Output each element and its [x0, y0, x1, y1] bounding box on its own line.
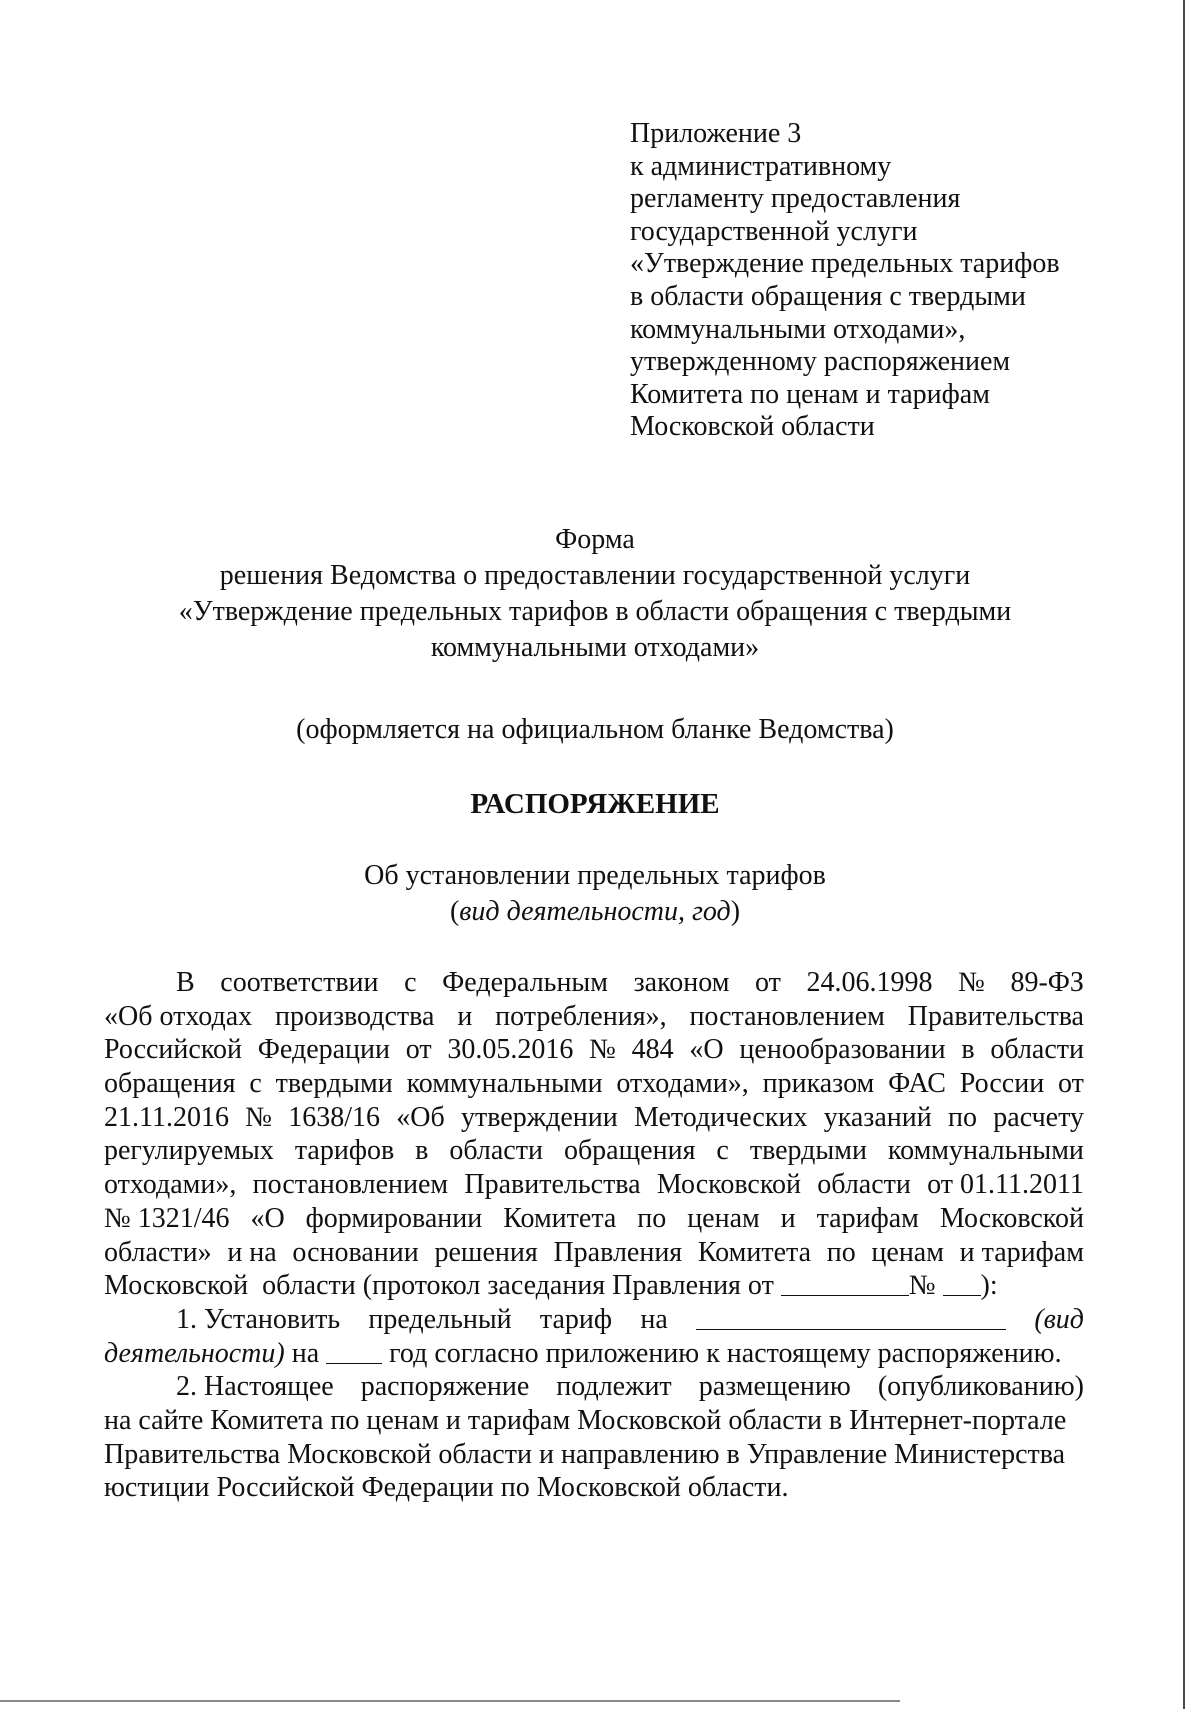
word: с	[716, 1135, 729, 1167]
word: Московской	[656, 1169, 801, 1201]
word: производства	[275, 1000, 435, 1032]
word: законом	[633, 967, 730, 998]
word: на	[284, 1337, 327, 1369]
activity-hint-cont: деятельности)	[104, 1337, 285, 1369]
paren-close: )	[730, 896, 741, 927]
word: Московской	[939, 1202, 1084, 1234]
word: приказом	[762, 1068, 875, 1100]
word: Российской	[104, 1034, 242, 1066]
word: тарифов	[294, 1135, 395, 1167]
word: тариф	[539, 1303, 613, 1335]
word: 1638/16	[288, 1101, 380, 1133]
annex-line: в области обращения с твердыми	[630, 280, 1026, 312]
subject-hint	[100, 894, 1090, 930]
item-1-line	[104, 1303, 1084, 1337]
preamble-line	[104, 1101, 1084, 1135]
word: утверждении	[461, 1101, 618, 1133]
preamble-line	[104, 1067, 1084, 1101]
form-title-line: решения Ведомства о предоставлении государственной услуги	[219, 560, 971, 591]
word: по	[826, 1236, 856, 1268]
word: размещению	[698, 1371, 851, 1403]
word: основании	[292, 1236, 419, 1268]
word: России	[959, 1068, 1045, 1100]
document-body	[104, 966, 1084, 1505]
word: постановлением	[252, 1169, 449, 1201]
word: распоряжение	[360, 1371, 530, 1403]
word: обращения	[104, 1068, 236, 1100]
annex-header	[630, 118, 1150, 444]
preamble-line	[104, 1168, 1084, 1202]
word: Методических	[633, 1101, 808, 1133]
word: указаний	[823, 1101, 932, 1133]
annex-line: Московской области	[630, 411, 875, 443]
word: №	[589, 1034, 616, 1066]
item-2-line	[104, 1404, 1084, 1438]
word: ФАС	[888, 1068, 946, 1100]
annex-line: Комитета по ценам и тарифам	[630, 378, 990, 410]
scan-edge-line	[1183, 0, 1185, 1709]
item-1-line	[104, 1337, 1084, 1371]
word: 484	[631, 1034, 674, 1066]
word: постановлением	[689, 1000, 885, 1032]
word: Комитета	[697, 1236, 812, 1268]
word: с	[249, 1068, 262, 1100]
preamble-line-protocol	[104, 1269, 1084, 1303]
word: коммунальными	[887, 1135, 1084, 1167]
word: расчету	[993, 1101, 1084, 1133]
word: области	[817, 1169, 911, 1201]
activity-hint: (вид	[1034, 1303, 1084, 1335]
preamble-line	[104, 966, 1084, 1000]
word: (опубликованию)	[877, 1371, 1084, 1403]
word: на	[640, 1303, 668, 1335]
word: от 01.11.2011	[927, 1169, 1084, 1201]
preamble-line	[104, 1202, 1084, 1236]
scan-bottom-line	[0, 1700, 900, 1702]
word: формировании	[305, 1202, 483, 1234]
word: отходами»,	[616, 1068, 749, 1100]
word: В	[176, 967, 195, 998]
word: Федерации	[257, 1034, 390, 1066]
word: твердыми	[275, 1068, 393, 1100]
word: от	[405, 1034, 432, 1066]
annex-line: коммунальными отходами»,	[630, 313, 966, 345]
word: 1. Установить	[176, 1303, 341, 1335]
word: твердыми	[749, 1135, 867, 1167]
document-type-heading: РАСПОРЯЖЕНИЕ	[470, 788, 720, 820]
preamble-line	[104, 1236, 1084, 1270]
item-2-text: Правительства Московской области и направлению в Управление Министерства	[104, 1438, 1066, 1470]
word: регулируемых	[104, 1135, 274, 1167]
word: области	[449, 1135, 543, 1167]
annex-line: «Утверждение предельных тарифов	[630, 248, 1060, 280]
subject-hint-text: вид деятельности, год	[459, 896, 731, 927]
paren-open: (	[449, 896, 460, 927]
word: «О	[250, 1202, 285, 1234]
protocol-text: Московской области (протокол заседания Правления от	[104, 1270, 781, 1302]
word: «О	[689, 1034, 724, 1066]
word: от	[755, 967, 781, 998]
word: отходами»,	[104, 1169, 237, 1201]
preamble-line	[104, 1134, 1084, 1168]
word: ценам	[871, 1236, 944, 1268]
word: области»	[104, 1236, 212, 1268]
word: ценам	[687, 1202, 760, 1234]
word: 89-ФЗ	[1010, 967, 1084, 998]
item-2-text: на сайте Комитета по ценам и тарифам Московской области в Интернет-портале	[104, 1404, 1067, 1436]
document-subject	[100, 858, 1090, 930]
protocol-date-blank[interactable]	[781, 1269, 909, 1296]
word: и	[457, 1000, 473, 1032]
word: 24.06.1998	[806, 967, 933, 998]
item-2-text: юстиции Российской Федерации по Московской области.	[104, 1472, 789, 1504]
word: коммунальными	[406, 1068, 603, 1100]
item-2-line	[104, 1438, 1084, 1472]
word: Федеральным	[442, 967, 608, 998]
protocol-number-sign: №	[908, 1270, 943, 1302]
word: Комитета	[503, 1202, 617, 1234]
word: Правительства	[907, 1000, 1084, 1032]
form-title	[100, 522, 1090, 666]
annex-line: утвержденному распоряжением	[630, 346, 1011, 378]
word: №	[958, 967, 985, 998]
annex-line: Приложение 3	[630, 118, 802, 149]
word: ценообразовании	[739, 1034, 946, 1066]
word: и тарифам	[959, 1236, 1084, 1268]
word: в	[415, 1135, 429, 1167]
subject-title: Об установлении предельных тарифов	[364, 860, 826, 891]
annex-line: государственной услуги	[630, 215, 918, 247]
year-blank[interactable]	[326, 1337, 382, 1364]
protocol-text-end: ):	[980, 1270, 998, 1302]
word: №	[245, 1101, 272, 1133]
word: в	[961, 1034, 975, 1066]
word: Правительства	[464, 1169, 641, 1201]
word: предельный	[368, 1303, 512, 1335]
activity-type-blank[interactable]	[696, 1303, 1006, 1330]
form-title-line: Форма	[555, 524, 635, 555]
word: потребления»,	[495, 1000, 667, 1032]
protocol-number-blank[interactable]	[943, 1269, 981, 1296]
blank-note: (оформляется на официальном бланке Ведомства)	[296, 714, 894, 745]
word: и	[780, 1202, 796, 1234]
word: подлежит	[556, 1371, 672, 1403]
word: 2. Настоящее	[176, 1371, 334, 1403]
item-2-line	[104, 1370, 1084, 1404]
word: № 1321/46	[104, 1202, 230, 1234]
preamble-line	[104, 1033, 1084, 1067]
form-title-line: «Утверждение предельных тарифов в области обращения с твердыми	[178, 596, 1012, 627]
preamble-line	[104, 1000, 1084, 1034]
form-title-line: коммунальными отходами»	[430, 632, 760, 663]
word: соответствии	[220, 967, 379, 998]
word: Правления	[553, 1236, 683, 1268]
word: «Об отходах	[104, 1000, 253, 1032]
word: по	[948, 1101, 978, 1133]
word: от	[1058, 1068, 1084, 1100]
word: 30.05.2016	[447, 1034, 574, 1066]
word: тарифам	[816, 1202, 919, 1234]
annex-line: регламенту предоставления	[630, 183, 961, 215]
word: 21.11.2016	[104, 1101, 229, 1133]
word: по	[637, 1202, 667, 1234]
word: с	[404, 967, 417, 998]
word: и на	[227, 1236, 277, 1268]
item-2-line	[104, 1471, 1084, 1505]
word: обращения	[563, 1135, 696, 1167]
word: решения	[434, 1236, 538, 1268]
word: области	[990, 1034, 1084, 1066]
word: «Об	[396, 1101, 445, 1133]
item-1-rest: год согласно приложению к настоящему распоряжению.	[382, 1337, 1062, 1369]
annex-line: к административному	[630, 150, 892, 182]
